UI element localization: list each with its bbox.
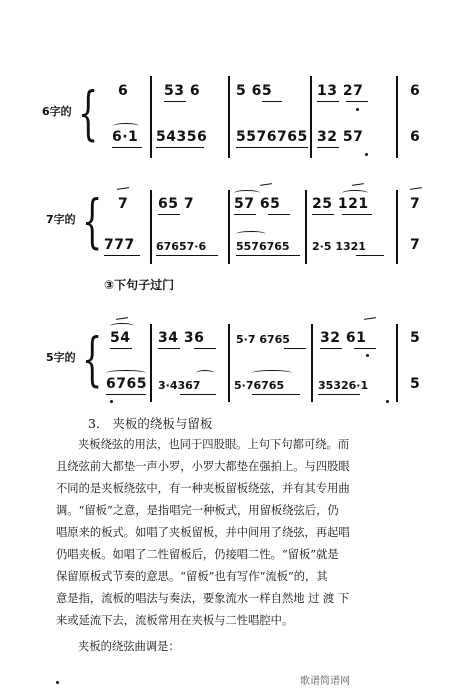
beam-line (318, 394, 360, 395)
notation-measure: 57 65 (234, 196, 281, 212)
lower-staff-row (0, 236, 452, 256)
beam-line (284, 348, 306, 349)
paragraph-line: 调。“留板”之意，是指唱完一种板式，用留板绕弦后，仍 (56, 504, 339, 517)
slur-mark (252, 370, 292, 376)
accent-mark (364, 317, 376, 320)
paragraph-line: 不同的是夹板绕弦中，有一种夹板留板绕弦，并有其专用曲 (56, 482, 350, 495)
notation-measure: 35326·1 (318, 379, 369, 392)
octave-dot (356, 108, 359, 111)
beam-line (110, 348, 132, 349)
notation-measure: 5576765 (236, 240, 290, 253)
group-label: 5字的 (46, 351, 76, 364)
beam-line (320, 348, 342, 349)
beam-line (312, 214, 334, 215)
slur-mark (106, 370, 146, 376)
notation-measure: 25 121 (312, 196, 369, 212)
slur-mark (234, 190, 260, 196)
lower-staff-row (0, 375, 452, 395)
beam-line (317, 101, 339, 102)
paragraph-line: 意是指，流板的唱法与奏法，要象流水一样自然地 过 渡 下 (56, 592, 350, 605)
bar-line (396, 76, 398, 158)
brace-symbol: { (82, 325, 103, 393)
notation-measure: 6765 (106, 376, 147, 392)
notation-measure: 53 6 (164, 83, 201, 99)
slur-mark (342, 190, 368, 196)
notation-measure: 7 (118, 196, 129, 212)
beam-line (194, 348, 216, 349)
accent-mark (117, 187, 129, 190)
notation-measure: 6·1 (112, 129, 139, 145)
group-label: 7字的 (46, 213, 76, 226)
bar-line (396, 190, 398, 264)
beam-line (354, 348, 376, 349)
paragraph-line: 仍唱夹板。如唱了二性留板后，仍接唱二性。“留板”就是 (56, 548, 339, 561)
bar-line (396, 324, 398, 402)
notation-measure: 6 (410, 129, 421, 145)
beam-line (356, 255, 384, 256)
beam-line (164, 101, 186, 102)
section-title: 3． 夹板的绕板与留板 (88, 416, 213, 431)
beam-line (158, 214, 180, 215)
bar-line (310, 76, 312, 158)
bar-line (150, 190, 152, 264)
notation-measure: 5576765 (236, 129, 308, 145)
notation-measure: 32 57 (317, 129, 364, 145)
notation-measure: 3·4367 (158, 379, 201, 392)
notation-measure: 5 (410, 376, 421, 392)
upper-staff-row (0, 82, 452, 102)
brace-symbol: { (78, 79, 99, 147)
paragraph-line: 唱原来的板式。如唱了夹板留板，并中间用了绕弦，再起唱 (56, 526, 350, 539)
notation-measure: 65 7 (158, 196, 195, 212)
accent-mark (352, 183, 364, 186)
notation-measure: 34 36 (158, 330, 205, 346)
notation-measure: 13 27 (317, 83, 364, 99)
bar-line (228, 190, 230, 264)
page-mark-dot (56, 681, 59, 684)
beam-line (342, 214, 372, 215)
beam-line (268, 214, 290, 215)
octave-dot (110, 400, 113, 403)
bar-line (150, 324, 152, 402)
beam-line (106, 394, 146, 395)
lower-staff-row (0, 128, 452, 148)
subheading: ③下句子过门 (104, 278, 175, 292)
notation-measure: 6 (118, 83, 129, 99)
notation-measure: 5·76765 (234, 379, 285, 392)
beam-line (262, 101, 282, 102)
notation-measure: 5 (410, 330, 421, 346)
accent-mark (410, 187, 422, 190)
paragraph-line: 且绕弦前大都垫一声小罗，小罗大都垫在强拍上。与四股眼 (56, 460, 350, 473)
octave-dot (386, 400, 389, 403)
bar-line (228, 76, 230, 158)
upper-staff-row (0, 329, 452, 349)
paragraph-line: 来或延流下去，流板常用在夹板与二性唱腔中。 (56, 614, 294, 627)
accent-mark (116, 317, 128, 320)
bar-line (150, 76, 152, 158)
notation-measure: 54356 (156, 129, 208, 145)
bar-line (311, 324, 313, 402)
octave-dot (365, 153, 368, 156)
slur-mark (113, 123, 139, 129)
notation-measure: 67657·6 (156, 240, 207, 253)
beam-line (156, 255, 218, 256)
slur-mark (196, 370, 214, 376)
octave-dot (366, 354, 369, 357)
beam-line (236, 255, 300, 256)
notation-measure: 32 61 (320, 330, 367, 346)
accent-mark (260, 183, 272, 186)
watermark-text: 歌谱简谱网 (300, 676, 350, 687)
notation-measure: 5 65 (236, 83, 273, 99)
beam-line (346, 101, 368, 102)
beam-line (180, 394, 216, 395)
notation-measure: 6 (410, 83, 421, 99)
beam-line (252, 394, 300, 395)
notation-measure: 2·5 1321 (312, 240, 366, 253)
notation-measure: 5·7 6765 (236, 333, 290, 346)
beam-line (156, 147, 204, 148)
beam-line (104, 255, 140, 256)
notation-measure: 777 (104, 237, 135, 253)
bar-line (228, 324, 230, 402)
paragraph-line: 保留原板式节奏的意思。“留板”也有写作“流板”的，其 (56, 570, 328, 583)
group-label: 6字的 (42, 105, 72, 118)
notation-measure: 7 (410, 196, 421, 212)
bar-line (305, 190, 307, 264)
slur-mark (236, 231, 266, 237)
beam-line (112, 147, 142, 148)
upper-staff-row (0, 195, 452, 215)
beam-line (234, 214, 256, 215)
paragraph-line: 夹板的绕弦曲调是： (78, 640, 180, 653)
paragraph-line: 夹板绕弦的用法，也同于四股眼。上句下句都可绕。而 (78, 438, 350, 451)
notation-measure: 54 (110, 330, 131, 346)
beam-line (236, 147, 308, 148)
brace-symbol: { (82, 187, 103, 255)
beam-line (317, 147, 339, 148)
beam-line (158, 348, 180, 349)
slur-mark (110, 323, 134, 329)
notation-measure: 7 (410, 237, 421, 253)
